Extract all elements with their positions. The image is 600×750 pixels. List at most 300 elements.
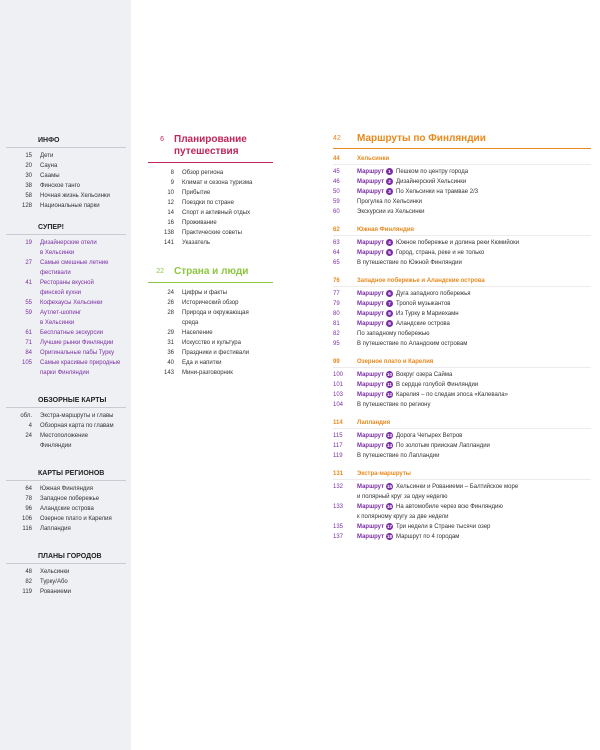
page-number: 38	[25, 183, 32, 189]
entry-title: Финское танго	[40, 183, 80, 189]
entry-text	[347, 522, 490, 532]
page-number: 14	[167, 210, 174, 216]
page-number: 59	[25, 310, 32, 316]
route-entry	[333, 380, 591, 390]
toc-entry	[148, 318, 273, 328]
page-number	[6, 368, 32, 378]
entry-title: Аландские острова	[40, 506, 94, 512]
route-number-badge: 15	[387, 484, 393, 489]
route-label: Маршрут	[357, 179, 385, 185]
entry-title: Хельсинки и Рованиеми – Балтийское море	[396, 484, 519, 490]
toc-entry	[6, 258, 126, 268]
entry-page: 115	[333, 433, 343, 439]
toc-entry	[148, 168, 273, 178]
page-number: 19	[25, 240, 32, 246]
toc-entry	[148, 338, 273, 348]
toc-entry	[148, 188, 273, 198]
entry-title: среда	[182, 320, 199, 326]
entry-title: Маршрут по 4 городам	[396, 534, 460, 540]
entry-title: Ночная жизнь Хельсинки	[40, 193, 110, 199]
entry-title: По золотым приискам Лапландии	[396, 443, 490, 449]
route-entry	[333, 207, 591, 217]
route-number-badge: 6	[386, 290, 393, 297]
page-number: 31	[167, 340, 174, 346]
city-maps-heading: ПЛАНЫ ГОРОДОВ	[6, 552, 126, 564]
country-page: 22	[156, 268, 164, 275]
entry-title: На автомобиле через всю Финляндию	[396, 504, 503, 510]
route-number-badge: 14	[387, 443, 393, 448]
route-number-badge: 8	[386, 310, 393, 317]
planning-section	[148, 134, 273, 248]
entry-title: В сердце голубой Финляндии	[396, 382, 479, 388]
entry-title: Рестораны вкусной	[40, 280, 94, 286]
route-number-badge: 9	[386, 320, 393, 327]
entry-page: 117	[333, 443, 343, 449]
toc-entry	[6, 151, 126, 161]
entry-page: 77	[333, 291, 340, 297]
route-label: Маршрут	[357, 250, 385, 256]
route-section	[333, 226, 591, 268]
entry-title: фестивали	[40, 270, 71, 276]
page-number: 116	[22, 526, 32, 532]
entry-title: Самые смешные летние	[40, 260, 109, 266]
route-label: Маршрут	[357, 433, 385, 439]
left-column	[6, 136, 126, 609]
page-number: 82	[25, 579, 32, 585]
entry-title: Дети	[40, 153, 54, 159]
page-number: 4	[28, 423, 32, 429]
section-page: 131	[333, 471, 344, 477]
route-entry	[333, 532, 591, 542]
page-number: 24	[167, 290, 174, 296]
route-number-badge: 16	[387, 504, 393, 509]
entry-text	[347, 207, 425, 217]
entry-title: Западное побережье	[40, 496, 100, 502]
entry-title: Южное побережье и долина реки Кюмийоки	[396, 240, 520, 246]
entry-title: Вокруг озера Сайма	[396, 372, 453, 378]
entry-page: 137	[333, 534, 344, 540]
page-number	[6, 441, 32, 451]
entry-text	[347, 167, 468, 177]
entry-page: 59	[333, 199, 340, 205]
page-number: 26	[167, 300, 174, 306]
entry-text	[347, 187, 478, 197]
route-section	[333, 358, 591, 410]
entry-title: Город, страна, реке и не только	[396, 250, 485, 256]
route-number-badge: 13	[387, 433, 393, 438]
toc-entry	[6, 567, 126, 577]
entry-page: 82	[333, 331, 340, 337]
entry-title: В путешествие по региону	[357, 402, 431, 408]
entry-page: 80	[333, 311, 340, 317]
toc-entry	[148, 358, 273, 368]
toc-entry	[148, 218, 273, 228]
toc-entry	[6, 431, 126, 441]
middle-column	[148, 134, 273, 378]
toc-entry	[148, 208, 273, 218]
route-entry	[333, 319, 591, 329]
entry-page: 103	[333, 392, 344, 398]
toc-entry	[148, 228, 273, 238]
region-maps-section	[6, 469, 126, 534]
page-number: 36	[167, 350, 174, 356]
toc-entry	[6, 338, 126, 348]
entry-page: 45	[333, 169, 340, 175]
route-number-badge: 3	[386, 188, 393, 195]
toc-entry	[6, 348, 126, 358]
entry-title: Исторический обзор	[182, 300, 239, 306]
route-entry	[333, 309, 591, 319]
entry-text	[347, 329, 430, 339]
toc-entry	[6, 268, 126, 278]
page-number: 64	[25, 486, 32, 492]
toc-entry	[6, 494, 126, 504]
section-name: Озерное плато и Карелия	[357, 359, 434, 365]
page-number: 30	[25, 173, 32, 179]
toc-entry	[148, 198, 273, 208]
page-number: 106	[21, 516, 32, 522]
planning-title-line: Планирование	[174, 134, 247, 145]
entry-title: Мини-разговорник	[182, 370, 233, 376]
route-entry	[333, 299, 591, 309]
entry-title: Цифры и факты	[182, 290, 228, 296]
entry-page: 65	[333, 260, 340, 266]
entry-title: Озерное плато и Карелия	[40, 516, 112, 522]
route-label: Маршрут	[357, 504, 385, 510]
entry-title: Практические советы	[182, 230, 242, 236]
entry-title: Спорт и активный отдых	[182, 210, 251, 216]
entry-title: Кофехаусы Хельсинки	[40, 300, 103, 306]
entry-text	[347, 258, 462, 268]
toc-entry	[148, 178, 273, 188]
entry-title: Дизайнерский Хельсинки	[396, 179, 467, 185]
page-number: 40	[167, 360, 174, 366]
route-label: Маршрут	[357, 392, 385, 398]
toc-entry	[6, 161, 126, 171]
toc-entry	[6, 514, 126, 524]
page-number	[6, 288, 32, 298]
entry-text	[347, 400, 431, 410]
entry-title: Хельсинки	[40, 569, 70, 575]
entry-page: 79	[333, 301, 340, 307]
page-number	[6, 268, 32, 278]
route-label: Маршрут	[357, 382, 385, 388]
page-number: 128	[21, 203, 32, 209]
entry-title: Проживание	[182, 220, 217, 226]
page-number: 71	[25, 340, 32, 346]
entry-title: Экскурсии из Хельсинки	[357, 209, 425, 215]
route-entry	[333, 339, 591, 349]
route-label: Маршрут	[357, 169, 385, 175]
route-entry	[333, 329, 591, 339]
page-number: 28	[167, 310, 174, 316]
entry-title: В путешествие по Аландским островам	[357, 341, 468, 347]
route-section-heading	[333, 470, 591, 480]
route-label: Маршрут	[357, 301, 385, 307]
entry-text	[347, 299, 451, 309]
toc-entry	[148, 368, 273, 378]
entry-title: Три недели в Стране тысячи озер	[396, 524, 491, 530]
toc-entry	[6, 524, 126, 534]
page-number: 9	[170, 180, 174, 186]
routes-page: 42	[333, 135, 341, 142]
route-number-badge: 17	[387, 524, 393, 529]
section-page: 114	[333, 420, 343, 426]
route-number-badge: 5	[386, 249, 393, 256]
toc-entry	[6, 201, 126, 211]
route-entry	[333, 258, 591, 268]
route-label: Маршрут	[357, 372, 385, 378]
toc-entry	[6, 421, 126, 431]
entry-title: Природа и окружающая	[182, 310, 249, 316]
page-number	[6, 248, 32, 258]
entry-title: Прибытие	[182, 190, 211, 196]
planning-heading	[148, 134, 273, 163]
entry-title: Саамы	[40, 173, 60, 179]
entry-title: Тропой музыкантов	[396, 301, 451, 307]
section-name: Хельсинки	[357, 156, 390, 162]
route-number-badge: 12	[387, 392, 393, 397]
route-label: Маршрут	[357, 321, 385, 327]
toc-entry	[148, 308, 273, 318]
page-number: 24	[25, 433, 32, 439]
page-number: 58	[25, 193, 32, 199]
entry-title: Дуга западного побережья	[396, 291, 471, 297]
section-page: 76	[333, 278, 340, 284]
entry-text	[347, 380, 478, 390]
entry-title: По западному побережью	[357, 331, 430, 337]
entry-page	[333, 512, 347, 522]
entry-title: Местоположение	[40, 433, 89, 439]
route-entry	[333, 451, 591, 461]
entry-page: 135	[333, 524, 344, 530]
route-number-badge: 4	[386, 239, 393, 246]
entry-title: Карелия – по следам эпоса «Калевала»	[396, 392, 508, 398]
toc-entry	[6, 358, 126, 368]
page-number: 96	[25, 506, 32, 512]
entry-text	[347, 309, 459, 319]
entry-text	[347, 238, 519, 248]
entry-title: Финляндии	[40, 443, 72, 449]
entry-page	[333, 492, 347, 502]
section-name: Южная Финляндия	[357, 227, 415, 233]
entry-title: В путешествие по Южной Финляндии	[357, 260, 462, 266]
toc-entry	[6, 248, 126, 258]
toc-entry	[6, 504, 126, 514]
route-entry	[333, 289, 591, 299]
toc-entry	[6, 587, 126, 597]
route-entry	[333, 431, 591, 441]
page-number	[6, 318, 32, 328]
entry-title: Аутлет-шопинг	[40, 310, 82, 316]
entry-text	[347, 482, 518, 492]
route-entry	[333, 390, 591, 400]
route-number-badge: 7	[386, 300, 393, 307]
entry-page: 46	[333, 179, 340, 185]
toc-entry	[148, 348, 273, 358]
toc-entry	[6, 577, 126, 587]
entry-title: финской кухни	[40, 290, 82, 296]
entry-title: Южная Финляндия	[40, 486, 94, 492]
routes-heading	[333, 133, 591, 149]
entry-text	[347, 502, 503, 512]
toc-entry	[6, 328, 126, 338]
route-entry	[333, 248, 591, 258]
entry-title: Экстра-маршруты и главы	[40, 413, 114, 419]
toc-entry	[6, 278, 126, 288]
page-number: 41	[25, 280, 32, 286]
route-label: Маршрут	[357, 524, 385, 530]
page-number: 84	[25, 350, 32, 356]
page-number: 105	[21, 360, 32, 366]
route-entry	[333, 512, 591, 522]
entry-title: Лапландия	[40, 526, 71, 532]
page-number: 27	[25, 260, 32, 266]
city-maps-section	[6, 552, 126, 597]
toc-entry	[6, 171, 126, 181]
entry-title: в Хельсинки	[40, 250, 75, 256]
section-name: Экстра-маршруты	[357, 471, 411, 477]
super-section	[6, 223, 126, 378]
routes-title: Маршруты по Финляндии	[357, 133, 486, 144]
entry-title: Национальные парки	[40, 203, 100, 209]
entry-text	[347, 370, 452, 380]
entry-title: По Хельсинки на трамвае 2/3	[396, 189, 479, 195]
entry-title: Климат и сезона туризма	[182, 180, 253, 186]
section-name: Западное побережье и Аландские острова	[357, 278, 485, 284]
entry-title: Дизайнерские отели	[40, 240, 97, 246]
entry-page: 119	[333, 453, 343, 459]
toc-entry	[148, 328, 273, 338]
route-entry	[333, 167, 591, 177]
entry-title: Указатель	[182, 240, 210, 246]
entry-page: 100	[333, 372, 344, 378]
page-number: 78	[25, 496, 32, 502]
entry-text	[347, 512, 448, 522]
entry-title: Из Турку в Мариехамн	[396, 311, 459, 317]
toc-entry	[148, 288, 273, 298]
route-section-heading	[333, 155, 591, 165]
super-heading: СУПЕР!	[6, 223, 126, 235]
entry-page: 81	[333, 321, 340, 327]
route-section-heading	[333, 277, 591, 287]
entry-title: Еда и напитки	[182, 360, 222, 366]
country-heading	[148, 266, 273, 283]
toc-entry	[6, 484, 126, 494]
entry-title: в Хельсинки	[40, 320, 75, 326]
toc-entry	[6, 181, 126, 191]
entry-page: 133	[333, 504, 344, 510]
entry-title: Сауна	[40, 163, 58, 169]
entry-title: Пешком по центру города	[396, 169, 469, 175]
route-entry	[333, 400, 591, 410]
entry-title: к полярному кругу за две недели	[357, 514, 449, 520]
entry-page: 95	[333, 341, 340, 347]
entry-text	[347, 431, 462, 441]
page-number: 141	[163, 240, 174, 246]
section-name: Лапландия	[357, 420, 391, 426]
route-entry	[333, 502, 591, 512]
toc-entry	[6, 368, 126, 378]
route-label: Маршрут	[357, 311, 385, 317]
route-number-badge: 11	[387, 382, 392, 387]
route-section	[333, 419, 591, 461]
entry-page: 63	[333, 240, 340, 246]
toc-entry	[6, 441, 126, 451]
route-section	[333, 470, 591, 542]
route-label: Маршрут	[357, 484, 385, 490]
route-number-badge: 1	[386, 168, 393, 175]
country-title: Страна и люди	[174, 266, 249, 277]
route-entry	[333, 492, 591, 502]
route-entry	[333, 177, 591, 187]
route-section-heading	[333, 419, 591, 429]
route-number-badge: 18	[387, 534, 393, 539]
route-label: Маршрут	[357, 534, 385, 540]
page-number: 138	[163, 230, 174, 236]
toc-entry	[6, 318, 126, 328]
toc-entry	[6, 411, 126, 421]
entry-page: 132	[333, 484, 344, 490]
entry-text	[347, 248, 484, 258]
page-number: 10	[167, 190, 174, 196]
route-entry	[333, 482, 591, 492]
page-number: 61	[25, 330, 32, 336]
entry-page: 50	[333, 189, 340, 195]
entry-title: Дорога Четырех Ветров	[396, 433, 463, 439]
route-entry	[333, 522, 591, 532]
entry-page: 104	[333, 402, 344, 408]
entry-text	[347, 339, 467, 349]
toc-entry	[148, 238, 273, 248]
entry-title: Оригинальные пабы Турку	[40, 350, 115, 356]
route-label: Маршрут	[357, 291, 385, 297]
entry-text	[347, 441, 490, 451]
entry-page: 60	[333, 209, 340, 215]
route-entry	[333, 238, 591, 248]
entry-page: 101	[333, 382, 344, 388]
entry-title: Самые красивые природные	[40, 360, 121, 366]
entry-title: Бесплатные экскурсии	[40, 330, 104, 336]
entry-title: Искусство и культура	[182, 340, 241, 346]
planning-title	[164, 134, 247, 158]
route-section	[333, 277, 591, 349]
page-number: 20	[25, 163, 32, 169]
route-section-heading	[333, 226, 591, 236]
entry-text	[347, 197, 422, 207]
toc-entry	[6, 308, 126, 318]
entry-title: В путешествие по Лапландии	[357, 453, 440, 459]
entry-text	[347, 177, 466, 187]
country-section	[148, 266, 273, 378]
entry-title: Праздники и фестивали	[182, 350, 250, 356]
section-page: 44	[333, 156, 340, 162]
entry-title: Прогулка по Хельсинки	[357, 199, 422, 205]
page-number: 8	[170, 170, 174, 176]
route-number-badge: 10	[387, 372, 393, 377]
section-page: 99	[333, 359, 340, 365]
toc-entry	[6, 288, 126, 298]
entry-text	[347, 289, 470, 299]
entry-title: Турку/Або	[40, 579, 68, 585]
toc-entry	[6, 238, 126, 248]
entry-title: Обзорная карта по главам	[40, 423, 114, 429]
page-number: 55	[25, 300, 32, 306]
route-entry	[333, 441, 591, 451]
section-page: 62	[333, 227, 340, 233]
route-section	[333, 155, 591, 217]
overview-maps-heading: ОБЗОРНЫЕ КАРТЫ	[6, 396, 126, 408]
